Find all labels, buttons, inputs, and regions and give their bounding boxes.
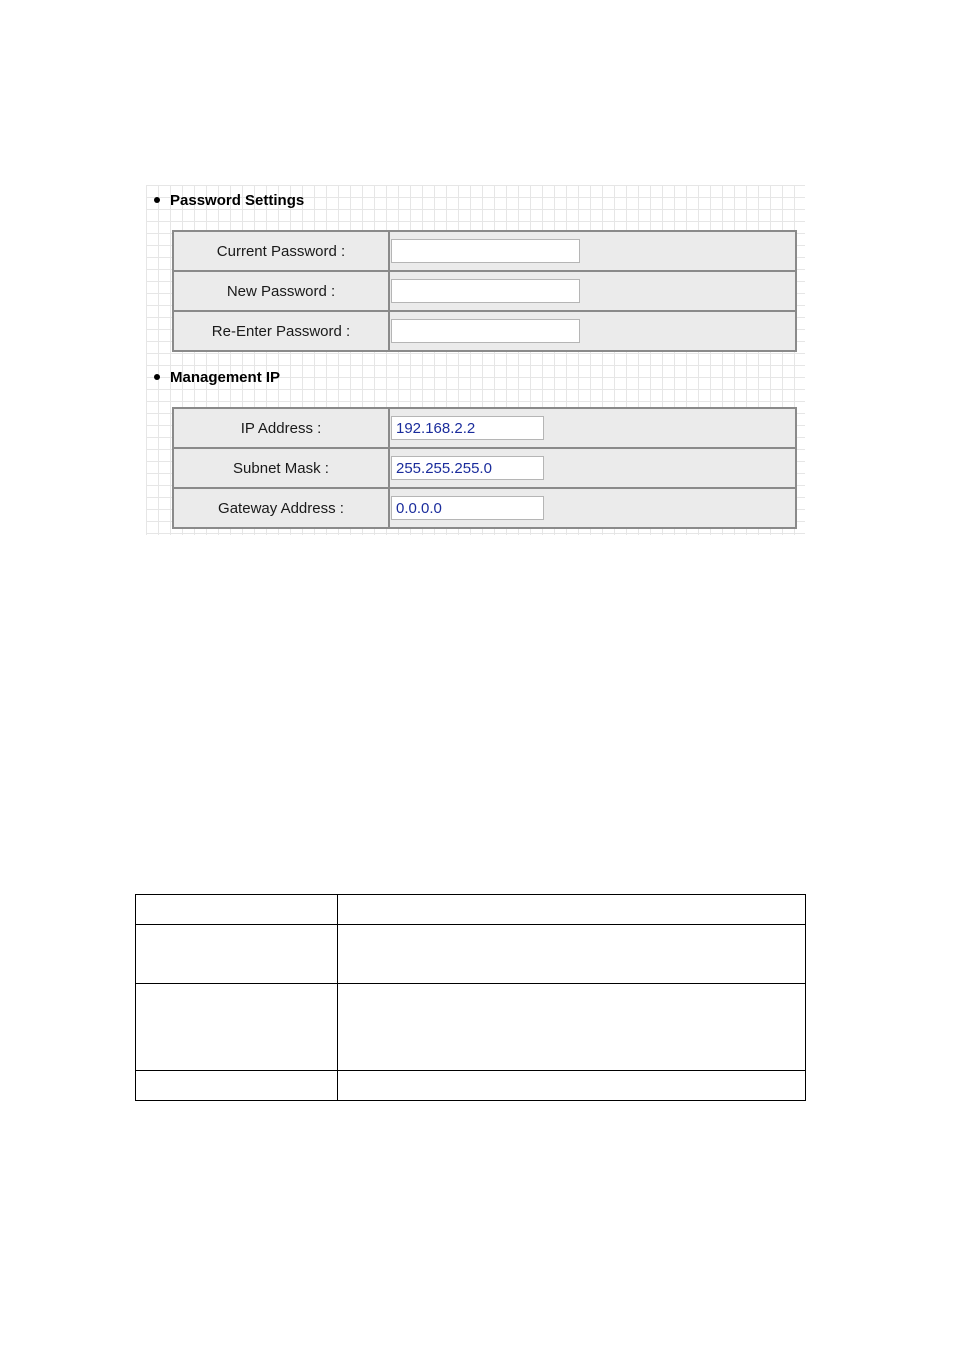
reenter-password-row [174, 312, 795, 350]
reenter-password-input[interactable] [391, 319, 580, 343]
current-password-row [174, 232, 795, 272]
gateway-address-input[interactable] [391, 496, 544, 520]
table-cell [338, 925, 806, 984]
current-password-cell [390, 232, 795, 270]
table-row [136, 925, 806, 984]
password-settings-heading [154, 188, 304, 212]
table-row [136, 895, 806, 925]
subnet-mask-label: Subnet Mask : [174, 449, 390, 487]
management-ip-title: Management IP [170, 368, 281, 386]
password-settings-title: Password Settings [170, 191, 305, 209]
password-settings-table [172, 230, 797, 352]
current-password-input[interactable] [391, 239, 580, 263]
table-cell [136, 984, 338, 1071]
table-cell [338, 895, 806, 925]
ip-address-label: IP Address : [174, 409, 390, 447]
subnet-mask-cell [390, 449, 795, 487]
bullet-icon [154, 197, 160, 203]
management-ip-table [172, 407, 797, 529]
settings-panel [146, 185, 805, 535]
new-password-row [174, 272, 795, 312]
table-cell [136, 1071, 338, 1101]
table-cell [338, 984, 806, 1071]
new-password-cell [390, 272, 795, 310]
table-cell [338, 1071, 806, 1101]
subnet-mask-input[interactable] [391, 456, 544, 480]
new-password-label: New Password : [174, 272, 390, 310]
gateway-address-cell [390, 489, 795, 527]
table-cell [136, 895, 338, 925]
table-row [136, 984, 806, 1071]
ip-address-input[interactable] [391, 416, 544, 440]
gateway-address-label: Gateway Address : [174, 489, 390, 527]
table-row [136, 1071, 806, 1101]
table-cell [136, 925, 338, 984]
new-password-input[interactable] [391, 279, 580, 303]
reenter-password-label: Re-Enter Password : [174, 312, 390, 350]
subnet-mask-row [174, 449, 795, 489]
gateway-address-row [174, 489, 795, 527]
description-table [135, 894, 806, 1101]
ip-address-cell [390, 409, 795, 447]
ip-address-row [174, 409, 795, 449]
bullet-icon [154, 374, 160, 380]
reenter-password-cell [390, 312, 795, 350]
management-ip-heading [154, 365, 280, 389]
current-password-label: Current Password : [174, 232, 390, 270]
